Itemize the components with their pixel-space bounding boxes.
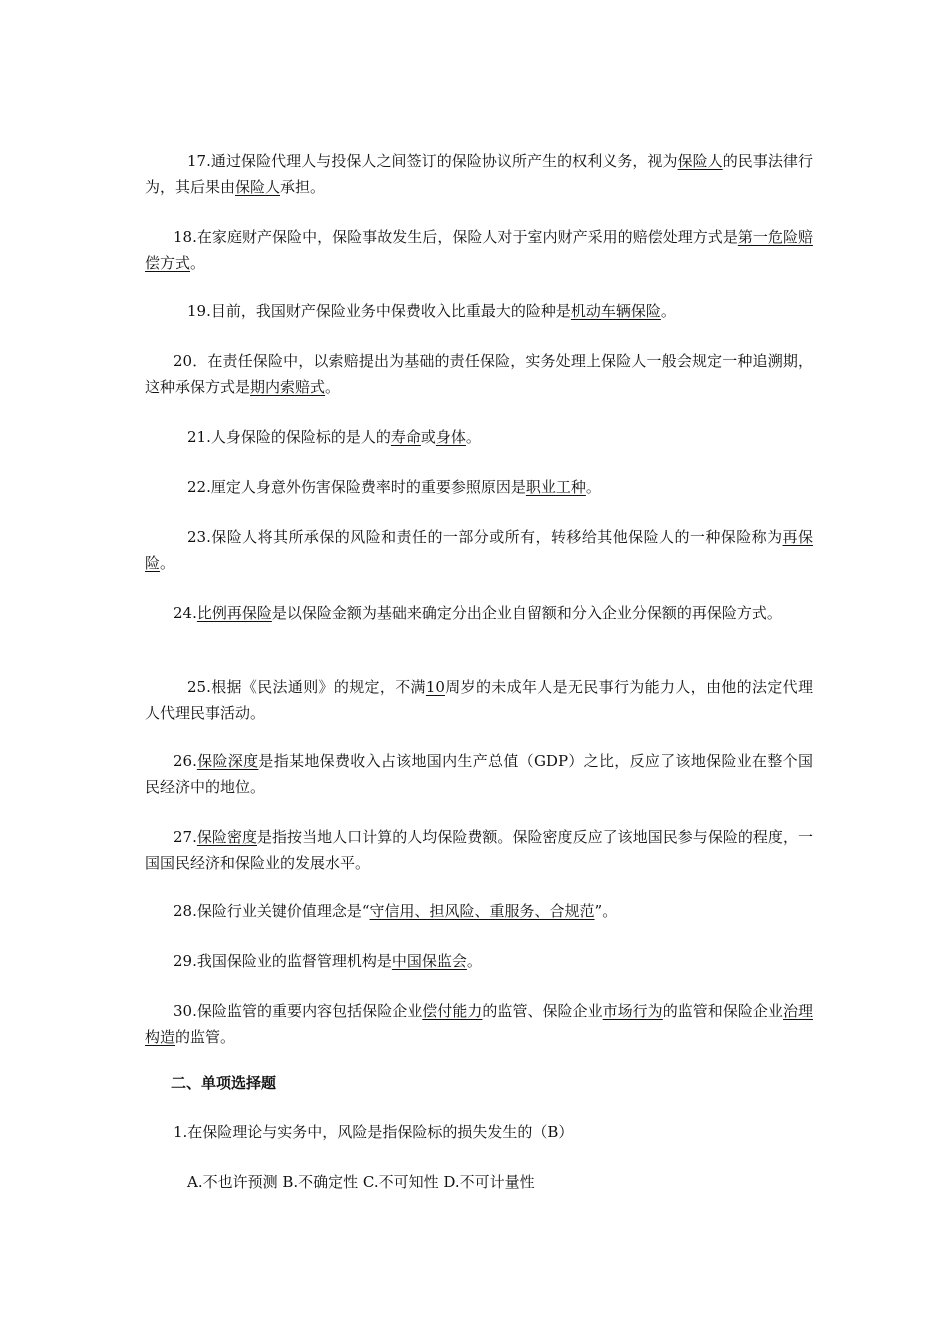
answer-item xyxy=(145,524,813,576)
item-number: 22. xyxy=(187,478,211,496)
answer-blank: 期内索赔式 xyxy=(250,378,326,396)
answer-blank: 身体 xyxy=(435,428,466,446)
answer-blank: 中国保监会 xyxy=(391,952,467,970)
item-number: 26. xyxy=(173,752,197,770)
item-text: 承担。 xyxy=(280,178,326,196)
answer-blank: 比例再保险 xyxy=(196,604,272,622)
item-text: 周岁的未成年人是无民事行为能力人，由他的法定代理人代理民事活动。 xyxy=(145,678,813,722)
item-text: 通过保险代理人与投保人之间签订的保险协议所产生的权利义务，视为 xyxy=(210,152,678,170)
answer-blank: 机动车辆保险 xyxy=(570,302,661,320)
item-number: 23. xyxy=(187,528,211,546)
answer-item xyxy=(145,348,813,400)
item-text: 。 xyxy=(325,378,341,396)
answer-item xyxy=(145,898,813,924)
section-title: 二、单项选择题 xyxy=(171,1074,277,1092)
item-number: 18. xyxy=(173,228,197,246)
item-text: 或 xyxy=(420,428,436,446)
answer-blank: 守信用、担风险、重服务、合规范 xyxy=(369,902,595,920)
item-text: 的民事法律行为，其后果由 xyxy=(145,152,813,196)
item-number: 24. xyxy=(173,604,197,622)
item-number: 19. xyxy=(187,302,211,320)
item-text: 是以保险金额为基础来确定分出企业自留额和分入企业分保额的再保险方式。 xyxy=(271,604,782,622)
item-text: 。 xyxy=(660,302,676,320)
answer-blank: 第一危险赔偿方式 xyxy=(145,228,813,272)
item-text: 。 xyxy=(190,254,206,272)
item-text: 的监管和保险企业 xyxy=(662,1002,783,1020)
answer-item xyxy=(145,600,813,626)
item-text: 的监管。 xyxy=(175,1028,236,1046)
item-number: 17. xyxy=(187,152,211,170)
item-number: 30. xyxy=(173,1002,197,1020)
item-number: 28. xyxy=(173,902,197,920)
answer-item xyxy=(145,298,813,324)
answer-blank: 10 xyxy=(425,678,445,696)
answer-blank: 保险人 xyxy=(677,152,723,170)
item-text: 是指按当地人口计算的人均保险费额。保险密度反应了该地国民参与保险的程度，一国国民经济和保险业的发展水平。 xyxy=(145,828,813,872)
answer-blank: 再保险 xyxy=(145,528,813,572)
answer-item xyxy=(145,824,813,876)
question-1: 1.在保险理论与实务中，风险是指保险标的损失发生的（B） xyxy=(173,1123,574,1141)
answer-item xyxy=(145,998,813,1050)
answer-blank: 偿付能力 xyxy=(422,1002,483,1020)
item-text: 我国保险业的监督管理机构是 xyxy=(196,952,392,970)
answer-blank: 保险人 xyxy=(235,178,281,196)
item-number: 20． xyxy=(173,352,208,370)
item-text: 目前，我国财产保险业务中保费收入比重最大的险种是 xyxy=(210,302,571,320)
answer-item xyxy=(145,674,813,726)
answer-item xyxy=(145,748,813,800)
answer-blank: 寿命 xyxy=(390,428,421,446)
answer-blank: 治理构造 xyxy=(145,1002,813,1046)
item-text: 保险监管的重要内容包括保险企业 xyxy=(196,1002,423,1020)
answer-item xyxy=(145,948,813,974)
item-text: 在家庭财产保险中，保险事故发生后，保险人对于室内财产采用的赔偿处理方式是 xyxy=(196,228,738,246)
item-text: 根据《民法通则》的规定，不满 xyxy=(210,678,426,696)
item-number: 29. xyxy=(173,952,197,970)
item-text: ”。 xyxy=(594,902,618,920)
item-number: 27. xyxy=(173,828,197,846)
answer-item xyxy=(145,424,813,450)
item-text: 。 xyxy=(466,952,482,970)
item-number: 25. xyxy=(187,678,211,696)
answer-blank: 保险密度 xyxy=(196,828,257,846)
answer-item xyxy=(145,148,813,200)
answer-blank: 市场行为 xyxy=(602,1002,663,1020)
item-text: 保险行业关键价值理念是“ xyxy=(196,902,370,920)
item-number: 21. xyxy=(187,428,211,446)
answer-blank: 保险深度 xyxy=(196,752,259,770)
item-text: 人身保险的保险标的是人的 xyxy=(210,428,391,446)
item-text: 保险人将其所承保的风险和责任的一部分或所有，转移给其他保险人的一种保险称为 xyxy=(210,528,783,546)
answer-item xyxy=(145,474,813,500)
item-text: 厘定人身意外伤害保险费率时的重要参照原因是 xyxy=(210,478,526,496)
answer-blank: 职业工种 xyxy=(525,478,586,496)
item-text: 在责任保险中，以索赔提出为基础的责任保险，实务处理上保险人一般会规定一种追溯期，这种承保方式是 xyxy=(145,352,813,396)
item-text: 的监管、保险企业 xyxy=(482,1002,603,1020)
answer-item xyxy=(145,224,813,276)
question-1-options: A.不也许预测 B.不确定性 C.不可知性 D.不可计量性 xyxy=(187,1173,535,1191)
item-text: 。 xyxy=(160,554,176,572)
item-text: 是指某地保费收入占该地国内生产总值（GDP）之比，反应了该地保险业在整个国民经济中的地位。 xyxy=(145,752,813,796)
item-text: 。 xyxy=(585,478,601,496)
item-text: 。 xyxy=(465,428,481,446)
